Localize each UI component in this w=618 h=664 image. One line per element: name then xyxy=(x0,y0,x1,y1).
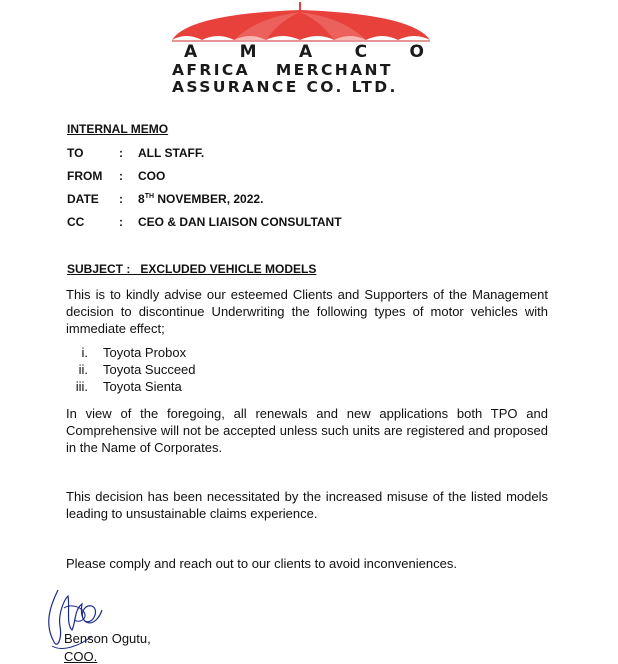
date-value xyxy=(138,192,263,206)
list-number: ii. xyxy=(78,362,88,377)
signer-role: COO. xyxy=(64,649,98,664)
list-text: Toyota Succeed xyxy=(103,362,196,377)
logo-letter: C xyxy=(354,42,368,62)
separator: : xyxy=(119,215,123,229)
memo-title: INTERNAL MEMO xyxy=(67,122,169,136)
company-name-line2: ASSURANCE CO. LTD. xyxy=(172,78,398,96)
separator: : xyxy=(119,146,123,160)
date-day: 8 xyxy=(138,192,145,206)
list-number: i. xyxy=(81,345,88,360)
to-value: ALL STAFF. xyxy=(138,146,205,160)
logo-letter: O xyxy=(409,42,424,62)
logo-letter: M xyxy=(239,42,257,62)
list-number: iii. xyxy=(75,379,88,394)
to-label: TO xyxy=(67,146,84,160)
logo-letter: A xyxy=(298,42,313,62)
list-text: Toyota Sienta xyxy=(103,379,182,394)
comply-paragraph: Please comply and reach out to our clients to avoid inconveniences. xyxy=(66,556,457,571)
date-rest: NOVEMBER, 2022. xyxy=(154,192,264,206)
foregoing-paragraph: In view of the foregoing, all renewals and new applications both TPO and Comprehensive will not be accepted unless such units are registered and proposed in the Name of Corporates. xyxy=(66,406,548,455)
cc-label: CC xyxy=(67,215,85,229)
separator: : xyxy=(119,169,123,183)
decision-paragraph: This decision has been necessitated by the increased misuse of the listed models leading to unsustainable claims experience. xyxy=(66,489,548,521)
separator: : xyxy=(119,192,123,206)
logo-acronym xyxy=(184,42,424,62)
company-logo xyxy=(168,0,438,98)
intro-paragraph: This is to kindly advise our esteemed Clients and Supporters of the Management decision to discontinue Underwriting the following types of motor vehicles with immediate effect; xyxy=(66,287,548,336)
from-label: FROM xyxy=(67,169,103,183)
from-value: COO xyxy=(138,169,166,183)
logo-letter: A xyxy=(184,42,198,62)
signer-name: Benson Ogutu, xyxy=(64,631,151,646)
date-label: DATE xyxy=(67,192,99,206)
date-ordinal: TH xyxy=(144,193,155,200)
list-text: Toyota Probox xyxy=(103,345,187,360)
memo-subject: SUBJECT : EXCLUDED VEHICLE MODELS xyxy=(67,262,317,276)
cc-value: CEO & DAN LIAISON CONSULTANT xyxy=(138,215,342,229)
company-name-line1: AFRICA MERCHANT xyxy=(172,61,393,79)
